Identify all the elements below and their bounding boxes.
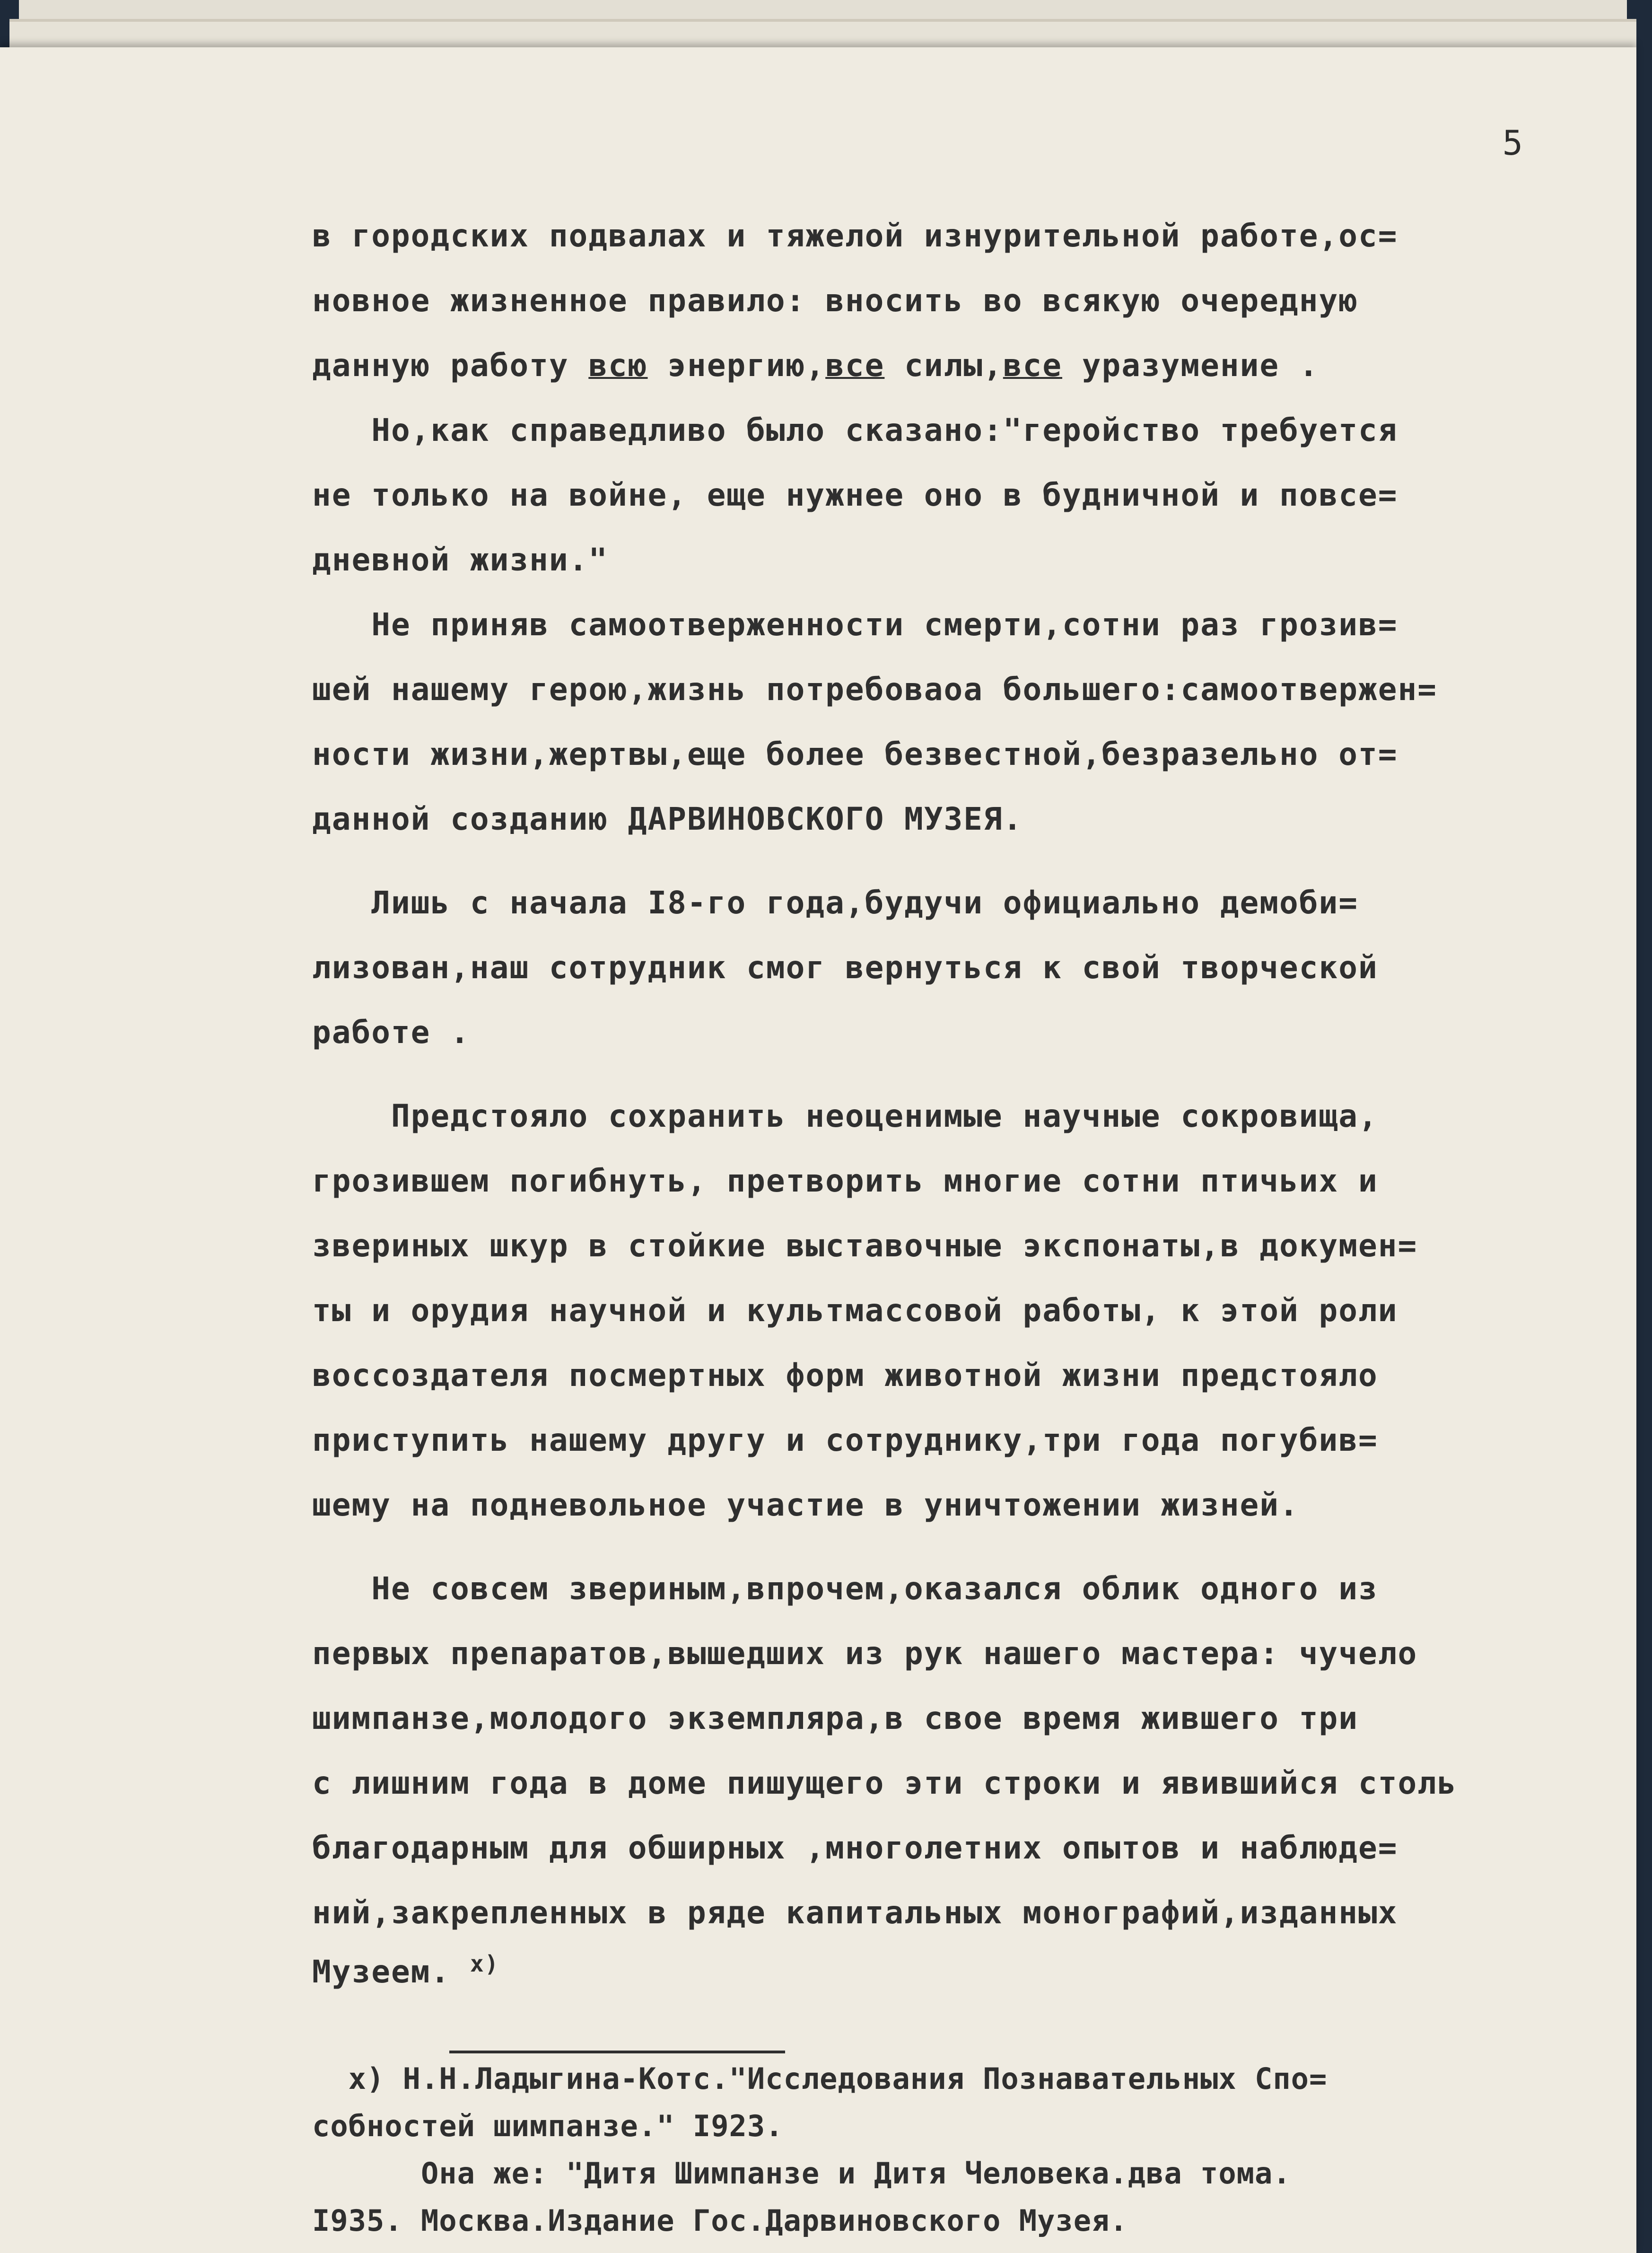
- text-line: грозившем погибнуть, претворить многие сотни птичьих и: [312, 1163, 1378, 1199]
- text-line: данной созданию ДАРВИНОВСКОГО МУЗЕЯ.: [312, 801, 1023, 837]
- text-line: благодарным для обширных ,многолетних опытов и наблюде=: [312, 1830, 1398, 1866]
- text-line: [312, 1945, 1542, 1990]
- underlined-word: всю: [588, 347, 648, 384]
- footnote-marker: x): [470, 1951, 499, 1977]
- footnote-line: Она же: "Дитя Шимпанзе и Дитя Человека.два тома.: [312, 2156, 1291, 2191]
- text-line: Лишь с начала I8-го года,будучи официально демоби=: [312, 885, 1358, 921]
- footnote-separator: [449, 2051, 785, 2053]
- text-line: дневной жизни.": [312, 542, 609, 578]
- text-line: лизован,наш сотрудник смог вернуться к свой творческой: [312, 949, 1378, 986]
- text-line: не только на войне, еще нужнее оно в будничной и повсе=: [312, 477, 1398, 513]
- text-fragment: энергию,: [647, 347, 826, 384]
- text-line: первых препаратов,вышедших из рук нашего мастера: чучело: [312, 1635, 1418, 1672]
- text-line: звериных шкур в стойкие выставочные экспонаты,в докумен=: [312, 1227, 1418, 1264]
- underlined-word: все: [1003, 347, 1062, 384]
- text-line: Не приняв самоотверженности смерти,сотни раз грозив=: [312, 606, 1398, 643]
- text-line: приступить нашему другу и сотруднику,три года погубив=: [312, 1422, 1378, 1458]
- text-line: ний,закрепленных в ряде капитальных монографий,изданных: [312, 1894, 1398, 1931]
- text-fragment: уразумение .: [1062, 347, 1319, 384]
- text-line: воссоздателя посмертных форм животной жизни предстояло: [312, 1357, 1378, 1394]
- footnote: [312, 2055, 1542, 2244]
- text-fragment: Музеем.: [312, 1954, 451, 1990]
- text-line: в городских подвалах и тяжелой изнурительной работе,ос=: [312, 218, 1398, 254]
- text-line: шему на подневольное участие в уничтожении жизней.: [312, 1487, 1299, 1523]
- text-line: шимпанзе,молодого экземпляра,в свое время жившего три: [312, 1700, 1358, 1736]
- page-body: [312, 203, 1542, 1990]
- text-line: с лишним года в доме пишущего эти строки и явившийся столь: [312, 1765, 1457, 1801]
- typewritten-page: [0, 47, 1636, 2253]
- text-line: Не совсем звериным,впрочем,оказался облик одного из: [312, 1570, 1378, 1607]
- underlined-word: все: [825, 347, 885, 384]
- text-fragment: силы,: [884, 347, 1003, 384]
- footnote-line: I935. Москва.Издание Гос.Дарвиновского Музея.: [312, 2203, 1128, 2238]
- footnote-line: x) Н.Н.Ладыгина-Котс."Исследования Познавательных Спо=: [312, 2061, 1328, 2096]
- text-fragment: данную работу: [312, 347, 589, 384]
- paragraph-gap: [312, 1065, 1542, 1084]
- text-line: работе .: [312, 1014, 470, 1051]
- text-line: Предстояло сохранить неоценимые научные сокровища,: [312, 1098, 1378, 1134]
- text-line: ты и орудия научной и культмассовой работы, к этой роли: [312, 1292, 1398, 1329]
- paragraph-gap: [312, 1537, 1542, 1556]
- text-line: новное жизненное правило: вносить во всякую очередную: [312, 282, 1358, 319]
- text-line: [312, 333, 1542, 398]
- text-line: ности жизни,жертвы,еще более безвестной,безразельно от=: [312, 736, 1398, 772]
- page-number: 5: [1502, 123, 1523, 163]
- text-line: шей нашему герою,жизнь потребоваоа большего:самоотвержен=: [312, 671, 1437, 708]
- paragraph-gap: [312, 851, 1542, 870]
- footnote-line: собностей шимпанзе." I923.: [312, 2109, 784, 2143]
- text-line: Но,как справедливо было сказано:"геройство требуется: [312, 412, 1398, 448]
